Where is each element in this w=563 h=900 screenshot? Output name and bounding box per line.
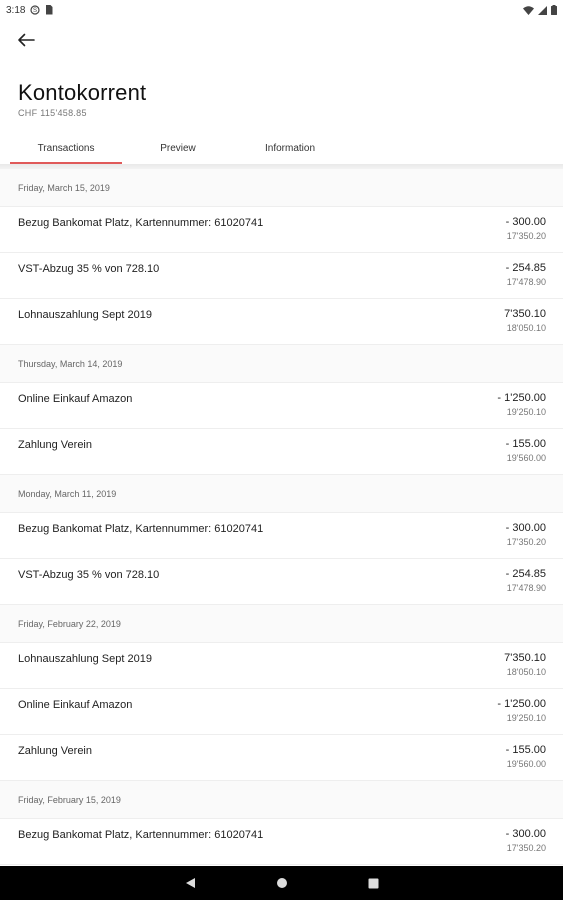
transaction-row[interactable] [0, 643, 563, 689]
transaction-row[interactable] [0, 735, 563, 781]
arrow-left-icon [17, 33, 35, 47]
nav-back-button[interactable] [180, 873, 200, 893]
tab-information[interactable]: Information [264, 142, 316, 154]
date-header: Thursday, March 14, 2019 [0, 345, 563, 383]
transaction-row[interactable] [0, 253, 563, 299]
transaction-row[interactable] [0, 429, 563, 475]
battery-icon [551, 5, 557, 15]
status-bar [0, 0, 563, 20]
date-header: Friday, March 15, 2019 [0, 169, 563, 207]
recents-square-icon [368, 878, 379, 889]
transaction-balance: 17'350.20 [506, 537, 546, 547]
home-circle-icon [276, 877, 288, 889]
transaction-row[interactable] [0, 207, 563, 253]
status-right [523, 5, 557, 15]
transaction-balance: 18'050.10 [506, 323, 546, 333]
back-triangle-icon [184, 877, 196, 889]
transaction-description: Bezug Bankomat Platz, Kartennummer: 61020741 [18, 829, 264, 841]
transaction-balance: 17'478.90 [506, 277, 546, 287]
date-header: Friday, February 15, 2019 [0, 781, 563, 819]
tab-transactions[interactable]: Transactions [10, 132, 122, 164]
transaction-row[interactable] [0, 689, 563, 735]
transaction-balance: 19'250.10 [506, 407, 546, 417]
page-title: Kontokorrent [18, 80, 147, 105]
transaction-row[interactable] [0, 383, 563, 429]
transaction-description: Lohnauszahlung Sept 2019 [18, 309, 152, 321]
wifi-icon [523, 6, 534, 15]
transaction-amount: - 155.00 [505, 744, 546, 756]
status-time: 3:18 [6, 4, 26, 16]
transaction-row[interactable] [0, 819, 563, 865]
transaction-amount: - 254.85 [505, 568, 546, 580]
status-left [6, 5, 53, 16]
transaction-amount: - 300.00 [505, 522, 546, 534]
transaction-row[interactable] [0, 559, 563, 605]
transaction-description: Zahlung Verein [18, 439, 92, 451]
transaction-row[interactable] [0, 513, 563, 559]
signal-icon [538, 6, 547, 15]
transaction-list[interactable] [0, 169, 563, 866]
nav-recents-button[interactable] [364, 873, 384, 893]
transaction-balance: 17'350.20 [506, 231, 546, 241]
transaction-amount: - 254.85 [505, 262, 546, 274]
transaction-amount: 7'350.10 [504, 652, 546, 664]
transaction-amount: - 1'250.00 [497, 698, 546, 710]
transaction-balance: 19'250.10 [506, 713, 546, 723]
transaction-description: Bezug Bankomat Platz, Kartennummer: 61020741 [18, 523, 264, 535]
account-balance: CHF 115'458.85 [18, 108, 87, 118]
transaction-description: Lohnauszahlung Sept 2019 [18, 653, 152, 665]
transaction-description: Bezug Bankomat Platz, Kartennummer: 61020741 [18, 217, 264, 229]
nav-home-button[interactable] [272, 873, 292, 893]
transaction-description: VST-Abzug 35 % von 728.10 [18, 263, 160, 275]
tab-bar [10, 132, 346, 164]
back-button[interactable] [12, 28, 40, 52]
transaction-row[interactable] [0, 299, 563, 345]
date-header: Monday, March 11, 2019 [0, 475, 563, 513]
transaction-amount: 7'350.10 [504, 308, 546, 320]
transaction-balance: 19'560.00 [506, 453, 546, 463]
transaction-description: Online Einkauf Amazon [18, 699, 133, 711]
transaction-description: Online Einkauf Amazon [18, 393, 133, 405]
svg-text:S: S [33, 8, 38, 15]
transaction-amount: - 155.00 [505, 438, 546, 450]
date-header: Friday, February 22, 2019 [0, 605, 563, 643]
transaction-balance: 17'478.90 [506, 583, 546, 593]
transaction-balance: 18'050.10 [506, 667, 546, 677]
navigation-bar [0, 866, 563, 900]
transaction-amount: - 1'250.00 [497, 392, 546, 404]
transaction-amount: - 300.00 [505, 216, 546, 228]
sim-icon [45, 5, 53, 15]
transaction-balance: 19'560.00 [506, 759, 546, 769]
notification-icon [30, 5, 40, 15]
transaction-balance: 17'350.20 [506, 843, 546, 853]
transaction-amount: - 300.00 [505, 828, 546, 840]
transaction-description: Zahlung Verein [18, 745, 92, 757]
transaction-description: VST-Abzug 35 % von 728.10 [18, 569, 160, 581]
tab-preview[interactable]: Preview [160, 142, 196, 154]
